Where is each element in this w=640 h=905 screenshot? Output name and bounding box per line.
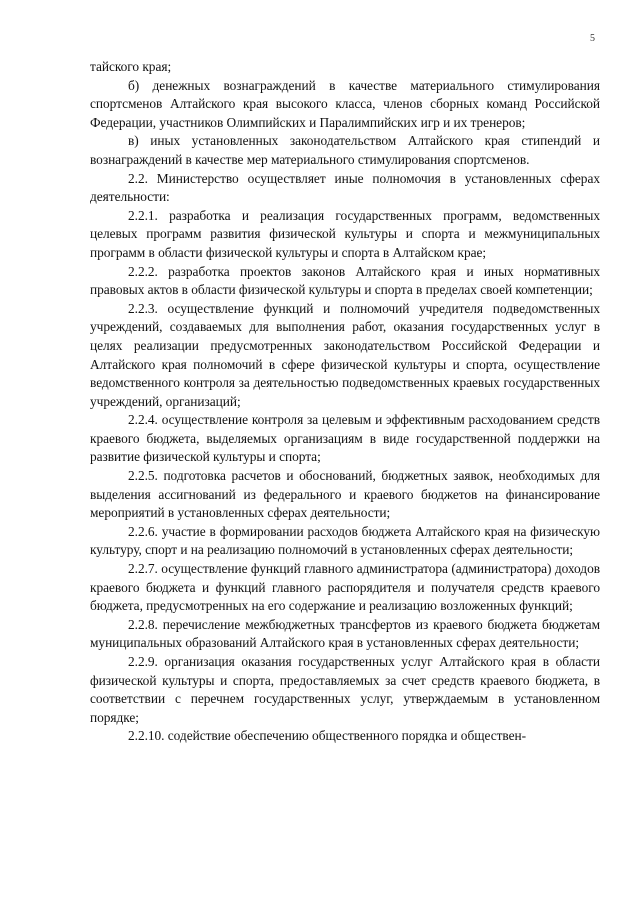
paragraph-2-2-2: 2.2.2. разработка проектов законов Алтайского края и иных нормативных правовых актов в области физической культуры и спорта в пределах своей компетенции;	[90, 263, 600, 298]
paragraph-2-2: 2.2. Министерство осуществляет иные полномочия в установленных сферах деятельности:	[90, 170, 600, 205]
paragraph-2-2-10: 2.2.10. содействие обеспечению общественного порядка и обществен-	[128, 728, 527, 744]
page-number: 5	[590, 33, 595, 44]
paragraph-2-2-9: 2.2.9. организация оказания государственных услуг Алтайского края в области физической культуры и спорта, предоставляемых за счет средств краевого бюджета, в соответствии с перечнем государственных услуг, утверждаемым в установленном порядке;	[90, 654, 600, 725]
paragraph-item-v: в) иных установленных законодательством Алтайского края стипендий и вознаграждений в качестве мер материального стимулирования спортсменов.	[90, 133, 600, 167]
paragraph-continuation: тайского края;	[90, 59, 172, 74]
paragraph-2-2-4: 2.2.4. осуществление контроля за целевым и эффективным расходованием средств краевого бюджета, выделяемых организациям в виде государственной поддержки на развитие физической культуры и спорта;	[90, 412, 600, 465]
paragraph-2-2-1: 2.2.1. разработка и реализация государственных программ, ведомственных целевых программ развития физической культуры и спорта и межмуниципальных программ в области физической культуры и спорта в Алтайском крае;	[90, 207, 600, 260]
body-text	[90, 58, 600, 746]
paragraph-2-2-6: 2.2.6. участие в формировании расходов бюджета Алтайского края на физическую культуру, спорт и на реализацию полномочий в установленных сферах деятельности;	[90, 523, 600, 558]
paragraph-2-2-8: 2.2.8. перечисление межбюджетных трансфертов из краевого бюджета бюджетам муниципальных образований Алтайского края в установленных сферах деятельности;	[90, 616, 600, 651]
paragraph-item-b: б) денежных вознаграждений в качестве материального стимулирования спортсменов Алтайского края высокого класса, членов сборных команд Российской Федерации, участников Олимпийских и Паралимпийских игр и их тренеров;	[90, 77, 600, 130]
paragraph-2-2-5: 2.2.5. подготовка расчетов и обоснований, бюджетных заявок, необходимых для выделения ассигнований из федерального и краевого бюджетов на финансирование мероприятий в установленных сферах деятельности;	[90, 468, 600, 521]
paragraph-2-2-3: 2.2.3. осуществление функций и полномочий учредителя подведомственных учреждений, создаваемых для выполнения работ, оказания государственных услуг в целях реализации предусмотренных законодательством Российской Федерации и Алтайского края полномочий в сфере физической культуры и спорта, осуществление ведомственного контроля за деятельностью подведомственных краевых государственных учреждений, организаций;	[90, 300, 600, 409]
paragraph-2-2-7: 2.2.7. осуществление функций главного администратора (администратора) доходов краевого бюджета и функций главного распорядителя и получателя средств краевого бюджета, предусмотренных на его содержание и реализацию возложенных функций;	[90, 561, 600, 614]
